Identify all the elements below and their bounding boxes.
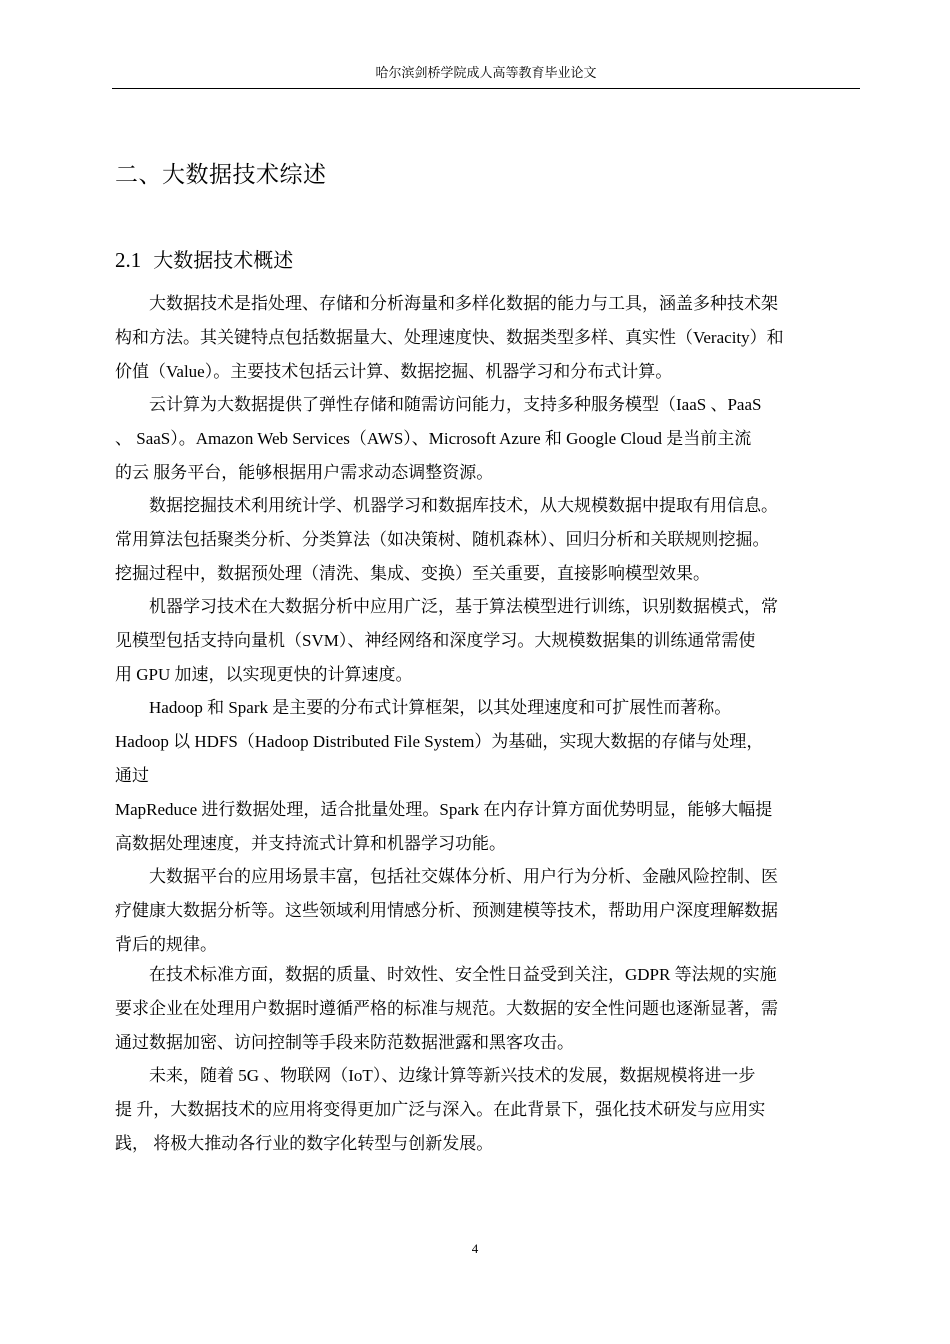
text-line: 价值（Value）。主要技术包括云计算、数据挖掘、机器学习和分布式计算。 bbox=[115, 362, 673, 381]
text-line: 构和方法。其关键特点包括数据量大、处理速度快、数据类型多样、真实性（Veracity）和 bbox=[115, 328, 784, 347]
page-number: 4 bbox=[471, 1241, 479, 1256]
paragraph-data-mining bbox=[115, 489, 860, 591]
paragraph-cloud-computing bbox=[115, 388, 860, 490]
text-line: 数据挖掘技术利用统计学、机器学习和数据库技术，从大规模数据中提取有用信息。 bbox=[115, 496, 778, 515]
text-line: 提 升，大数据技术的应用将变得更加广泛与深入。在此背景下，强化技术研发与应用实 bbox=[115, 1100, 766, 1119]
text-line: 用 GPU 加速，以实现更快的计算速度。 bbox=[115, 665, 413, 684]
text-line: 常用算法包括聚类分析、分类算法（如决策树、随机森林）、回归分析和关联规则挖掘。 bbox=[115, 530, 770, 549]
text-line: 高数据处理速度，并支持流式计算和机器学习功能。 bbox=[115, 834, 506, 853]
text-line: 通过 bbox=[115, 766, 149, 785]
text-line: 通过数据加密、访问控制等手段来防范数据泄露和黑客攻击。 bbox=[115, 1033, 574, 1052]
subsection-number: 2.1 bbox=[115, 248, 142, 272]
section-heading: 二、大数据技术综述 bbox=[115, 162, 327, 188]
paragraph-technical-standards bbox=[115, 958, 860, 1060]
text-line: 大数据平台的应用场景丰富，包括社交媒体分析、用户行为分析、金融风险控制、医 bbox=[115, 867, 778, 886]
text-line: 大数据技术是指处理、存储和分析海量和多样化数据的能力与工具，涵盖多种技术架 bbox=[115, 294, 778, 313]
text-line: 疗健康大数据分析等。这些领域利用情感分析、预测建模等技术，帮助用户深度理解数据 bbox=[115, 901, 778, 920]
text-line: 未来，随着 5G 、物联网（IoT）、边缘计算等新兴技术的发展，数据规模将进一步 bbox=[115, 1066, 756, 1085]
subsection-heading bbox=[115, 244, 293, 276]
paragraph-future-outlook bbox=[115, 1059, 860, 1161]
text-line: 践， 将极大推动各行业的数字化转型与创新发展。 bbox=[115, 1134, 494, 1153]
text-line: 挖掘过程中，数据预处理（清洗、集成、变换）至关重要，直接影响模型效果。 bbox=[115, 564, 710, 583]
text-line: Hadoop 以 HDFS（Hadoop Distributed File System）为基础，实现大数据的存储与处理， bbox=[115, 732, 764, 751]
text-line: 机器学习技术在大数据分析中应用广泛，基于算法模型进行训练，识别数据模式，常 bbox=[115, 597, 778, 616]
text-line: 、 SaaS）。Amazon Web Services（AWS）、Microsoft Azure 和 Google Cloud 是当前主流 bbox=[115, 429, 752, 448]
paragraph-distributed-computing bbox=[115, 691, 860, 861]
text-line: 在技术标准方面，数据的质量、时效性、安全性日益受到关注，GDPR 等法规的实施 bbox=[115, 965, 777, 984]
text-line: 云计算为大数据提供了弹性存储和随需访问能力，支持多种服务模型（IaaS 、PaaS bbox=[115, 395, 762, 414]
text-line: 要求企业在处理用户数据时遵循严格的标准与规范。大数据的安全性问题也逐渐显著，需 bbox=[115, 999, 778, 1018]
paragraph-overview bbox=[115, 287, 860, 389]
header-divider bbox=[112, 88, 860, 89]
paragraph-application-scenarios bbox=[115, 860, 860, 962]
text-line: 见模型包括支持向量机（SVM）、神经网络和深度学习。大规模数据集的训练通常需使 bbox=[115, 631, 756, 650]
paragraph-machine-learning bbox=[115, 590, 860, 692]
subsection-title: 大数据技术概述 bbox=[153, 248, 294, 272]
page-header-title: 哈尔滨剑桥学院成人高等教育毕业论文 bbox=[375, 66, 597, 81]
text-line: MapReduce 进行数据处理，适合批量处理。Spark 在内存计算方面优势明显，能够大幅提 bbox=[115, 800, 773, 819]
text-line: Hadoop 和 Spark 是主要的分布式计算框架，以其处理速度和可扩展性而著称。 bbox=[115, 698, 732, 717]
text-line: 的云 服务平台，能够根据用户需求动态调整资源。 bbox=[115, 463, 494, 482]
text-line: 背后的规律。 bbox=[115, 935, 217, 954]
